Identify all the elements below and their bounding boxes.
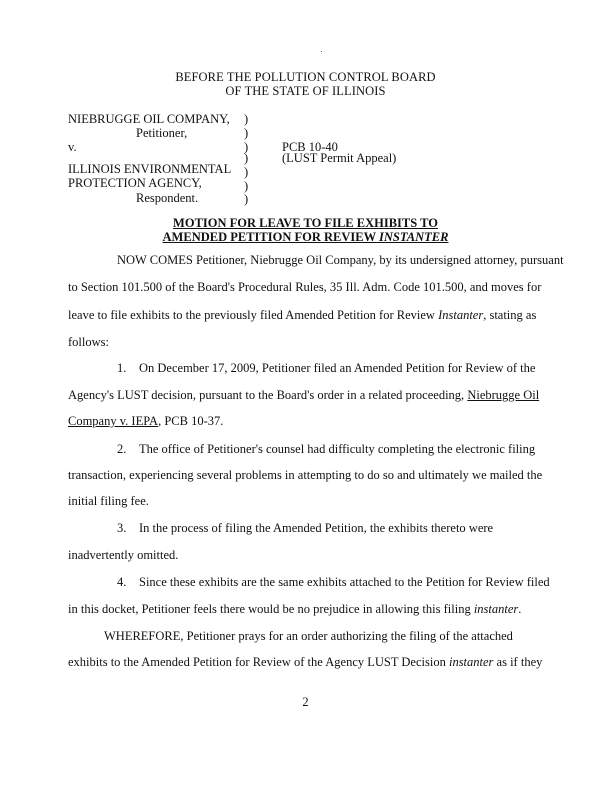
- intro-line-3: [68, 308, 536, 323]
- motion-title-text: AMENDED PETITION FOR REVIEW: [162, 230, 379, 244]
- intro-line-2: to Section 101.500 of the Board's Procedural Rules, 35 Ill. Adm. Code 101.500, and moves for: [68, 280, 542, 294]
- paragraph-number: 2.: [117, 442, 127, 456]
- scan-speck: [321, 51, 322, 52]
- paragraph-1-line-1: On December 17, 2009, Petitioner filed an Amended Petition for Review of the: [139, 361, 536, 375]
- intro-instanter: Instanter: [438, 308, 484, 322]
- board-heading-line-2: OF THE STATE OF ILLINOIS: [225, 84, 386, 98]
- case-type: (LUST Permit Appeal): [282, 151, 397, 165]
- paragraph-2-line-2: transaction, experiencing several problems in attempting to do so and ultimately we mailed the: [68, 468, 543, 482]
- respondent-name-line-1: ILLINOIS ENVIRONMENTAL: [68, 162, 232, 176]
- paragraph-4-line-1: Since these exhibits are the same exhibits attached to the Petition for Review filed: [139, 575, 550, 589]
- paragraph-text: exhibits to the Amended Petition for Review of the Agency LUST Decision: [68, 655, 449, 669]
- paragraph-1-line-2: [68, 388, 539, 403]
- paragraph-number: 3.: [117, 521, 127, 535]
- intro-text: leave to file exhibits to the previously filed Amended Petition for Review: [68, 308, 439, 322]
- paragraph-3-line-2: inadvertently omitted.: [68, 548, 179, 562]
- paragraph-3-line-1: In the process of filing the Amended Petition, the exhibits thereto were: [139, 521, 494, 535]
- board-heading-line-1: BEFORE THE POLLUTION CONTROL BOARD: [175, 70, 436, 84]
- caption-paren: ): [244, 192, 249, 206]
- caption-paren: ): [244, 112, 249, 126]
- case-citation: Company v. IEPA: [68, 414, 159, 428]
- motion-title-instanter: INSTANTER: [379, 230, 449, 244]
- paragraph-text: Agency's LUST decision, pursuant to the Board's order in a related proceeding,: [68, 388, 468, 402]
- paragraph-number: 4.: [117, 575, 127, 589]
- case-number: PCB 10-40: [282, 140, 338, 154]
- paragraph-number: 1.: [117, 361, 127, 375]
- petitioner-name: NIEBRUGGE OIL COMPANY,: [68, 112, 230, 126]
- wherefore-line-2: [68, 655, 542, 670]
- paragraph-text: , PCB 10-37.: [158, 414, 224, 428]
- intro-text: , stating as: [483, 308, 537, 322]
- paragraph-2-line-1: The office of Petitioner's counsel had difficulty completing the electronic filing: [139, 442, 536, 456]
- paragraph-text: in this docket, Petitioner feels there would be no prejudice in allowing this filing: [68, 602, 474, 616]
- page-number: 2: [302, 695, 309, 709]
- paragraph-2-line-3: initial filing fee.: [68, 494, 149, 508]
- instanter-italic: instanter: [473, 602, 519, 616]
- paragraph-4-line-2: [68, 602, 521, 617]
- caption-paren: ): [244, 126, 249, 140]
- paragraph-1-line-3: [68, 414, 223, 429]
- caption-paren: ): [244, 179, 249, 193]
- caption-paren: ): [244, 165, 249, 179]
- caption-paren: ): [244, 140, 249, 154]
- respondent-name-line-2: PROTECTION AGENCY,: [68, 176, 202, 190]
- petitioner-role: Petitioner,: [136, 126, 188, 140]
- intro-line-4: follows:: [68, 335, 109, 349]
- caption-paren: ): [244, 151, 249, 165]
- motion-title-line-2: [0, 230, 611, 245]
- intro-line-1: NOW COMES Petitioner, Niebrugge Oil Company, by its undersigned attorney, pursuant: [117, 253, 564, 267]
- motion-title-line-1: MOTION FOR LEAVE TO FILE EXHIBITS TO: [173, 216, 438, 230]
- case-citation: Niebrugge Oil: [467, 388, 540, 402]
- wherefore-line-1: WHEREFORE, Petitioner prays for an order authorizing the filing of the attached: [104, 629, 513, 643]
- paragraph-text: as if they: [493, 655, 543, 669]
- paragraph-text: .: [518, 602, 522, 616]
- respondent-role: Respondent.: [136, 191, 199, 205]
- versus-label: v.: [68, 140, 77, 154]
- instanter-italic: instanter: [448, 655, 494, 669]
